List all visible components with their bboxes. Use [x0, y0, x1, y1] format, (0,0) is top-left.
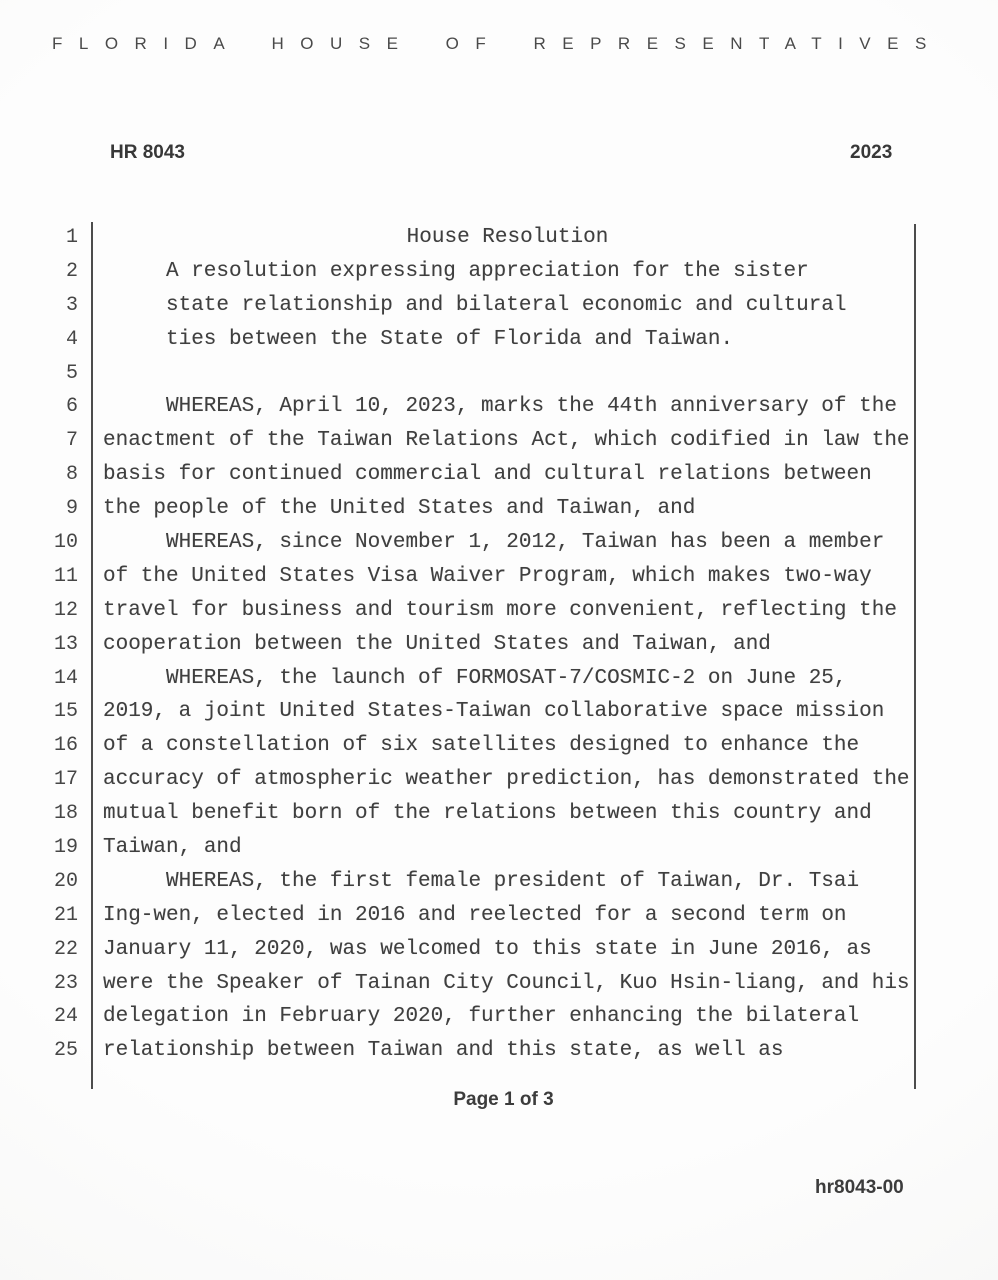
- document-line: [40, 865, 912, 899]
- line-text: of a constellation of six satellites designed to enhance the: [103, 734, 860, 758]
- document-line: [40, 357, 912, 391]
- document-line: [40, 221, 912, 255]
- document-line: [40, 323, 912, 357]
- document-line: [40, 797, 912, 831]
- line-text: Ing-wen, elected in 2016 and reelected for a second term on: [103, 903, 847, 927]
- line-text: WHEREAS, the first female president of Taiwan, Dr. Tsai: [166, 869, 860, 893]
- line-text: cooperation between the United States and Taiwan, and: [103, 632, 771, 656]
- line-number: 5: [65, 361, 78, 385]
- line-text: delegation in February 2020, further enhancing the bilateral: [103, 1005, 860, 1029]
- line-text: WHEREAS, the launch of FORMOSAT-7/COSMIC-2 on June 25,: [166, 666, 847, 690]
- line-text: basis for continued commercial and cultural relations between: [103, 463, 872, 487]
- right-margin-rule: [914, 224, 916, 1089]
- line-number: 25: [53, 1039, 78, 1063]
- masthead-title: FLORIDA HOUSE OF REPRESENTATIVES: [52, 34, 943, 53]
- document-line: [40, 662, 912, 696]
- document-line: [40, 831, 912, 865]
- document-line: [40, 526, 912, 560]
- document-line: [40, 390, 912, 424]
- line-text: ties between the State of Florida and Taiwan.: [166, 327, 734, 351]
- line-number: 3: [65, 293, 78, 317]
- line-number: 18: [53, 802, 78, 826]
- document-line: [40, 289, 912, 323]
- line-number: 1: [65, 226, 78, 249]
- document-line: [40, 492, 912, 526]
- line-number: 13: [53, 632, 78, 656]
- line-text: travel for business and tourism more convenient, reflecting the: [103, 598, 897, 622]
- line-number: 9: [65, 497, 78, 521]
- document-line: [40, 899, 912, 933]
- line-number: 16: [53, 734, 78, 758]
- document-line: [40, 424, 912, 458]
- line-text: were the Speaker of Tainan City Council, Kuo Hsin-liang, and his: [103, 971, 910, 995]
- line-number: 14: [53, 666, 78, 690]
- line-text: accuracy of atmospheric weather prediction, has demonstrated the: [103, 768, 910, 792]
- line-number: 21: [53, 903, 78, 927]
- line-text: WHEREAS, April 10, 2023, marks the 44th anniversary of the: [166, 395, 897, 419]
- line-number: 8: [65, 463, 78, 487]
- line-number: 7: [65, 429, 78, 453]
- document-line: [40, 1034, 912, 1068]
- line-text: the people of the United States and Taiwan, and: [103, 497, 696, 521]
- bill-number: HR 8043: [110, 142, 185, 163]
- line-text: state relationship and bilateral economic and cultural: [166, 293, 847, 317]
- page-indicator: Page 1 of 3: [453, 1089, 554, 1110]
- line-number: 19: [53, 836, 78, 860]
- line-text: of the United States Visa Waiver Program, which makes two-way: [103, 564, 872, 588]
- line-number: 23: [53, 971, 78, 995]
- line-text: [78, 357, 912, 391]
- line-number: 22: [53, 937, 78, 961]
- line-text: 2019, a joint United States-Taiwan collaborative space mission: [103, 700, 885, 724]
- resolution-text-block: [40, 221, 912, 1068]
- document-line: [40, 458, 912, 492]
- line-text: WHEREAS, since November 1, 2012, Taiwan has been a member: [166, 531, 885, 555]
- line-text: mutual benefit born of the relations between this country and: [103, 802, 872, 826]
- line-text: House Resolution: [406, 226, 609, 249]
- document-line: [40, 729, 912, 763]
- line-text: relationship between Taiwan and this state, as well as: [103, 1039, 784, 1063]
- line-number: 20: [53, 869, 78, 893]
- document-line: [40, 933, 912, 967]
- line-text: Taiwan, and: [103, 836, 242, 860]
- document-line: [40, 255, 912, 289]
- document-line: [40, 967, 912, 1001]
- document-line: [40, 594, 912, 628]
- line-number: 17: [53, 768, 78, 792]
- line-text: January 11, 2020, was welcomed to this state in June 2016, as: [103, 937, 872, 961]
- document-code: hr8043-00: [815, 1177, 904, 1198]
- line-number: 6: [65, 395, 78, 419]
- line-number: 10: [53, 531, 78, 555]
- document-line: [40, 628, 912, 662]
- line-number: 2: [65, 259, 78, 283]
- document-line: [40, 1000, 912, 1034]
- line-number: 24: [53, 1005, 78, 1029]
- document-line: [40, 560, 912, 594]
- bill-year: 2023: [850, 142, 893, 163]
- document-line: [40, 763, 912, 797]
- line-text: enactment of the Taiwan Relations Act, which codified in law the: [103, 429, 910, 453]
- line-number: 12: [53, 598, 78, 622]
- line-number: 4: [65, 327, 78, 351]
- line-number: 11: [53, 564, 78, 588]
- line-text: A resolution expressing appreciation for the sister: [166, 259, 809, 283]
- document-line: [40, 695, 912, 729]
- line-number: 15: [53, 700, 78, 724]
